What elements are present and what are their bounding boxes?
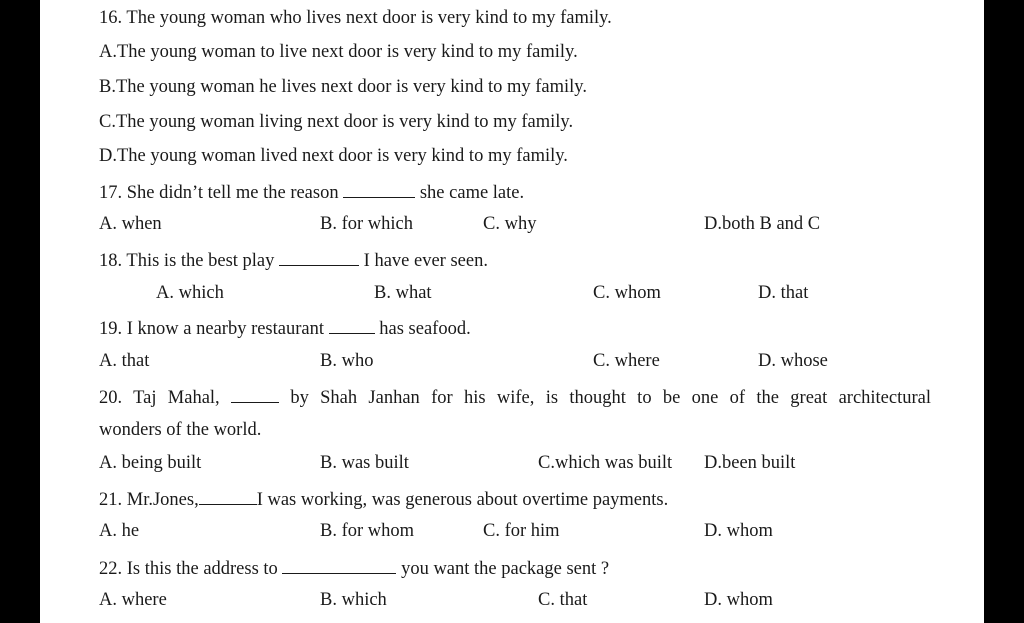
q21-option-a: A. he xyxy=(99,521,140,541)
q20-word-mahal: Mahal, xyxy=(167,388,220,408)
q22-option-a: A. where xyxy=(99,590,167,610)
q20-stem xyxy=(99,385,931,409)
q20-option-a: A. being built xyxy=(99,453,202,473)
q19-option-d: D. whose xyxy=(758,351,828,371)
q19-blank xyxy=(329,316,375,334)
q19-option-a: A. that xyxy=(99,351,150,371)
q17-stem-after: she came late. xyxy=(419,183,525,203)
q16-option-a: A.The young woman to live next door is very kind to my family. xyxy=(99,42,578,62)
q17-option-b: B. for which xyxy=(320,214,413,234)
q20-stem-rest: by Shah Janhan for his wife, is thought to be one of the great architectural xyxy=(290,388,932,408)
q20-word-taj: Taj xyxy=(133,388,157,408)
q17-stem-before: 17. She didn’t tell me the reason xyxy=(99,183,339,203)
q20-stem-line2: wonders of the world. xyxy=(99,420,262,440)
q17-option-c: C. why xyxy=(483,214,537,234)
q21-option-b: B. for whom xyxy=(320,521,415,541)
q19-stem-after: has seafood. xyxy=(379,319,471,339)
q20-option-b: B. was built xyxy=(320,453,409,473)
q17-stem xyxy=(99,180,524,204)
q18-stem-after: I have ever seen. xyxy=(363,251,488,271)
q22-option-b: B. which xyxy=(320,590,387,610)
q17-option-d: D.both B and C xyxy=(704,214,821,234)
q21-stem xyxy=(99,487,668,511)
q19-option-c: C. where xyxy=(593,351,660,371)
q22-stem xyxy=(99,556,609,580)
q16-option-c: C.The young woman living next door is very kind to my family. xyxy=(99,112,574,132)
document-page xyxy=(40,0,984,623)
q19-stem-before: 19. I know a nearby restaurant xyxy=(99,319,324,339)
q19-stem xyxy=(99,316,471,340)
q20-option-c: C.which was built xyxy=(538,453,673,473)
q20-number: 20. xyxy=(99,388,123,408)
q17-blank xyxy=(343,180,415,198)
q21-blank xyxy=(199,487,257,505)
q16-option-d: D.The young woman lived next door is very kind to my family. xyxy=(99,146,568,166)
q22-option-d: D. whom xyxy=(704,590,773,610)
q18-blank xyxy=(279,248,359,266)
q21-option-d: D. whom xyxy=(704,521,773,541)
q20-blank xyxy=(231,385,279,403)
q19-option-b: B. who xyxy=(320,351,374,371)
q21-option-c: C. for him xyxy=(483,521,560,541)
q21-stem-before: 21. Mr.Jones, xyxy=(99,490,199,510)
q22-option-c: C. that xyxy=(538,590,588,610)
q17-option-a: A. when xyxy=(99,214,162,234)
q18-option-a: A. which xyxy=(156,283,224,303)
q16-stem: 16. The young woman who lives next door is very kind to my family. xyxy=(99,8,612,28)
q18-stem-before: 18. This is the best play xyxy=(99,251,275,271)
q22-stem-after: you want the package sent ? xyxy=(401,559,610,579)
q18-option-c: C. whom xyxy=(593,283,661,303)
q21-stem-after: I was working, was generous about overtime payments. xyxy=(256,490,669,510)
q18-option-b: B. what xyxy=(374,283,432,303)
q18-stem xyxy=(99,248,488,272)
q20-option-d: D.been built xyxy=(704,453,796,473)
q16-option-b: B.The young woman he lives next door is very kind to my family. xyxy=(99,77,587,97)
q22-blank xyxy=(282,556,396,574)
q18-option-d: D. that xyxy=(758,283,809,303)
q22-stem-before: 22. Is this the address to xyxy=(99,559,278,579)
